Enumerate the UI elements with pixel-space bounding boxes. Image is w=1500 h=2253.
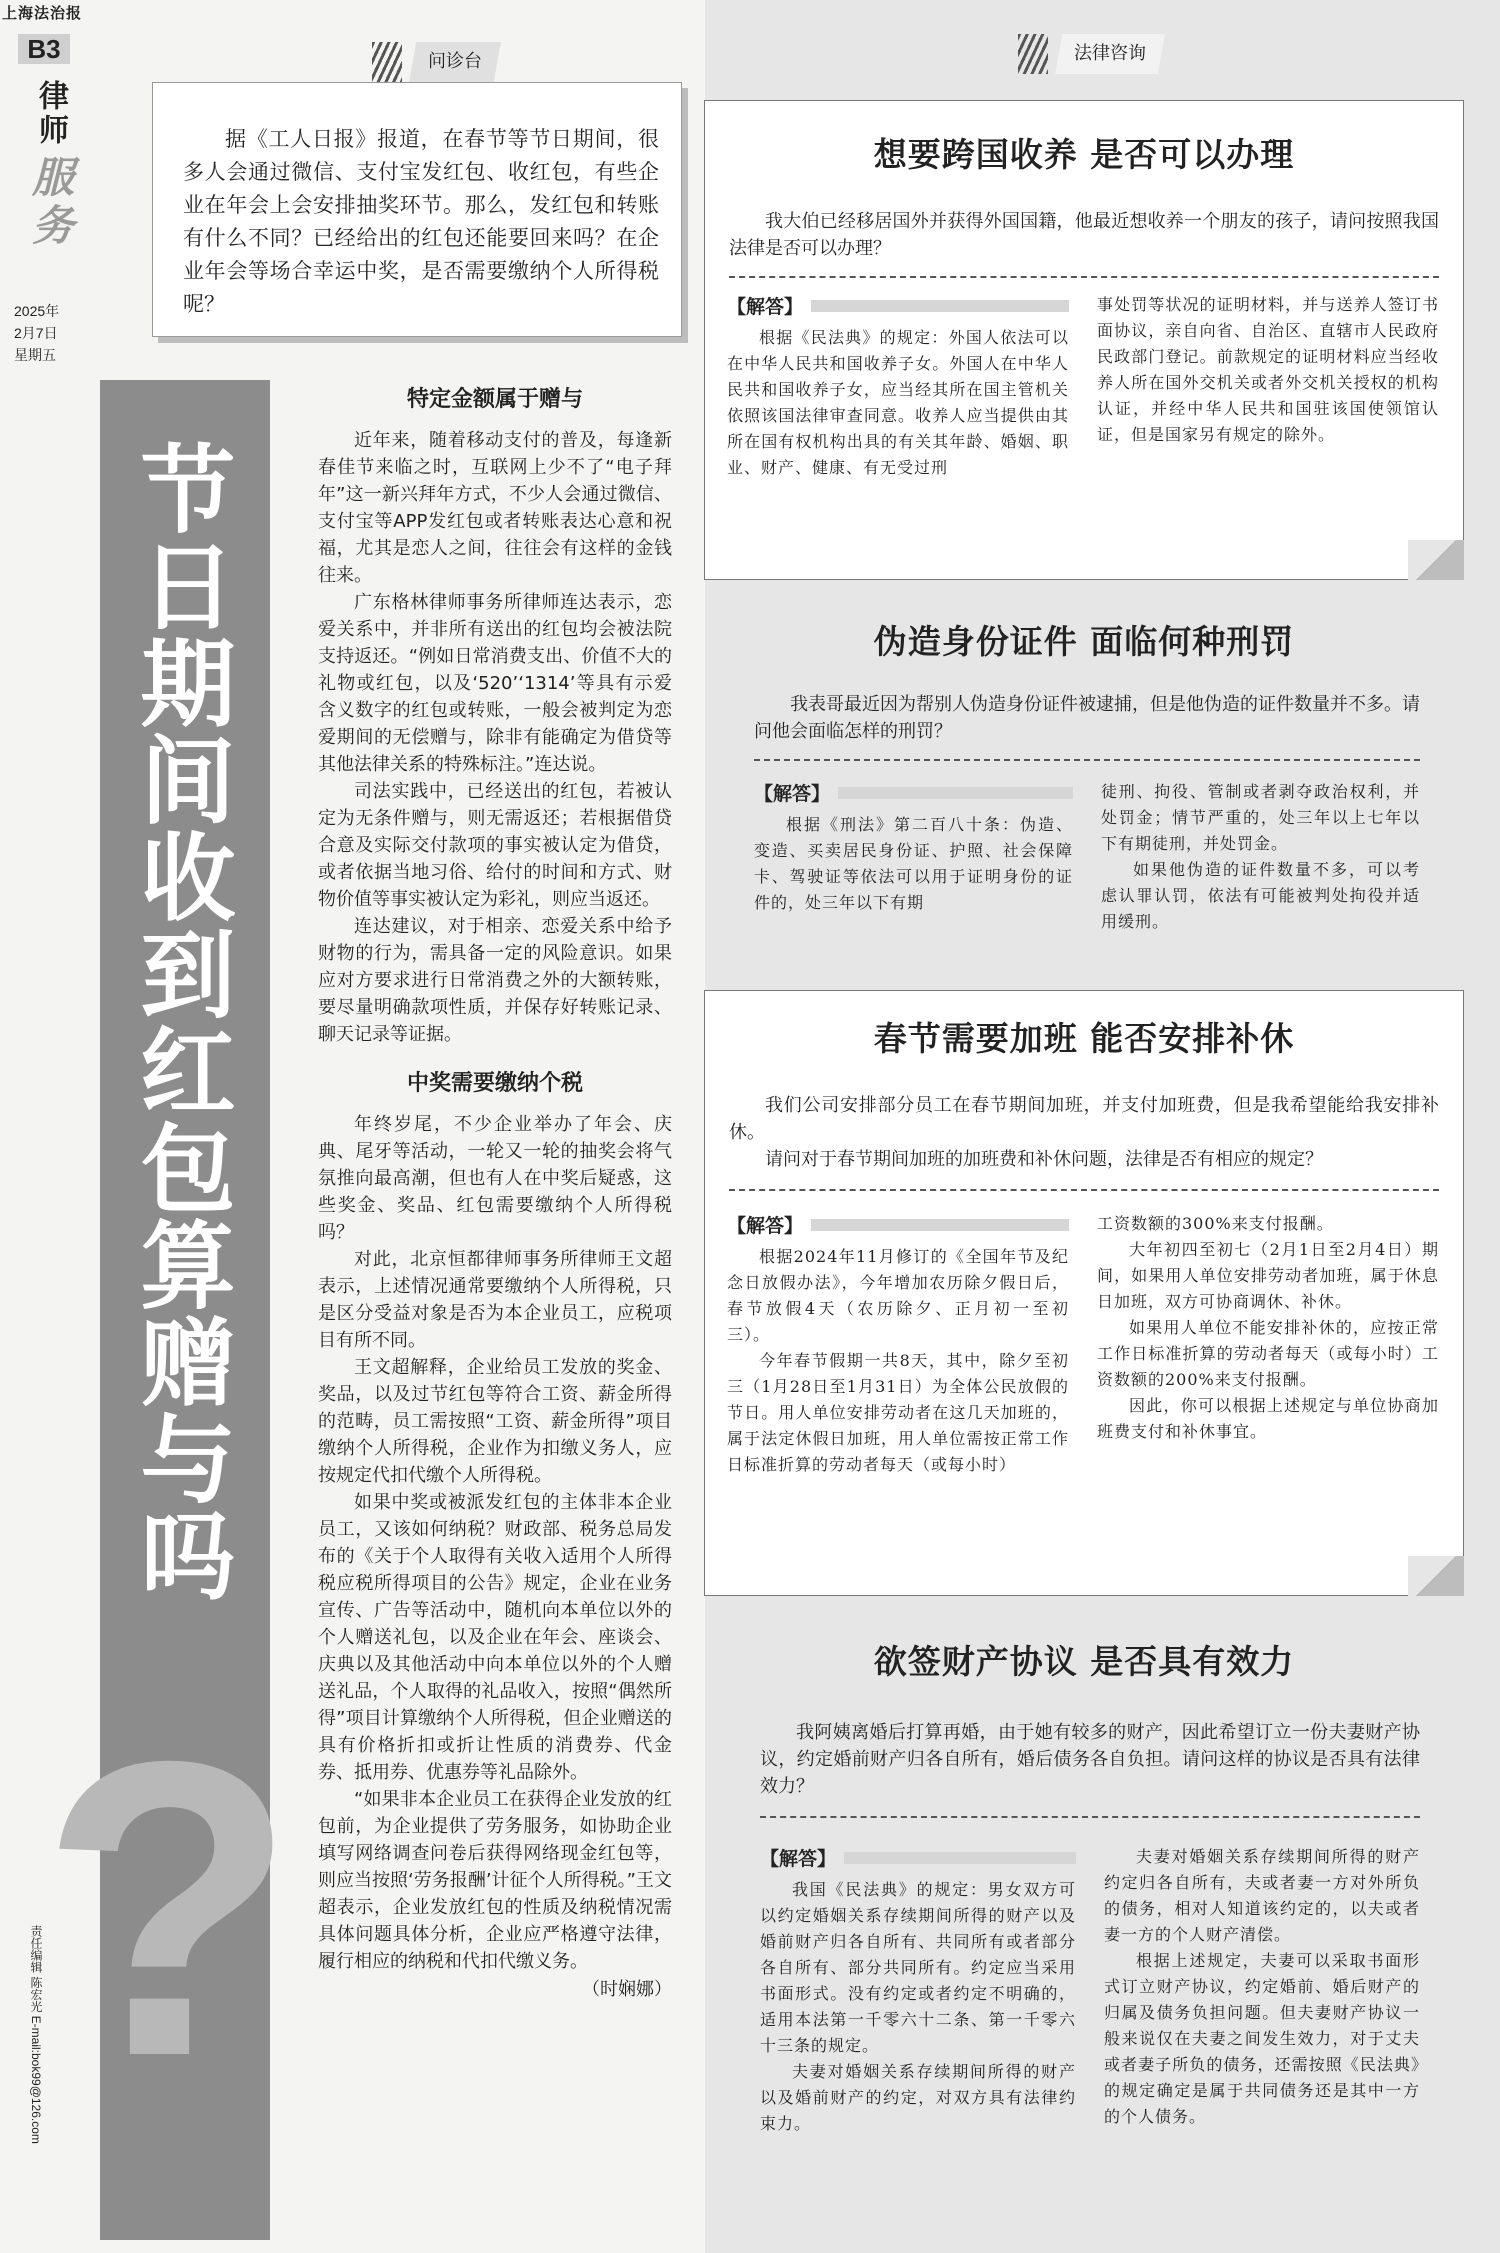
qa-question: 我表哥最近因为帮别人伪造身份证件被逮捕，但是他伪造的证件数量并不多。请问他会面临怎样的刑罚？ [754, 694, 1420, 742]
answer-paragraph: 夫妻对婚姻关系存续期间所得的财产以及婚前财产的约定，对双方具有法律约束力。 [760, 2062, 1076, 2133]
qa-card-forgery [704, 600, 1464, 960]
answer-label: 【解答】 [754, 783, 831, 805]
paragraph: 司法实践中，已经送出的红包，若被认定为无条件赠与，则无需返还；若根据借贷合意及实际交付款项的事实被认定为借贷，或者依据当地习俗、给付的时间和方式、财物价值等事实被认定为彩礼，则应当返还。 [318, 781, 672, 910]
answer-paragraph: 事处罚等状况的证明材料，并与送养人签订书面协议，亲自向省、自治区、直辖市人民政府民政部门登记。前款规定的证明材料应当经收养人所在国外交机关或者外交机关授权的机构认证，并经中华人民共和国驻该国使领馆认证，但是国家另有规定的除外。 [1097, 295, 1439, 444]
answer-text [727, 325, 1069, 481]
qa-question: 请问对于春节期间加班的加班费和补休问题，法律是否有相应的规定？ [765, 1149, 1323, 1170]
page-fold-decoration [1408, 540, 1464, 580]
paragraph: 连达建议，对于相亲、恋爱关系中给予财物的行为，需具备一定的风险意识。如果应对方要求进行日常消费之外的大额转账，要尽量明确款项性质，并保存好转账记录、聊天记录等证据。 [318, 916, 672, 1045]
tab-label-clinic: 问诊台 [402, 42, 508, 82]
tab-label-legal: 法律咨询 [1048, 34, 1172, 74]
qa-question: 我阿姨离婚后打算再婚，由于她有较多的财产，因此希望订立一份夫妻财产协议，约定婚前财产归各自所有，婚后债务各自负担。请问这样的协议是否具有法律效力？ [760, 1722, 1420, 1797]
qa-title: 想要跨国收养 是否可以办理 [873, 135, 1295, 174]
qa-answer [760, 1844, 1420, 2137]
right-tab [1018, 34, 1172, 74]
qa-answer [727, 292, 1439, 481]
main-headline: 节日期间收到红包算赠与吗 [125, 440, 235, 1604]
answer-bar [811, 300, 1069, 312]
page-number: B3 [18, 34, 70, 64]
dashed-divider [760, 1816, 1420, 1818]
answer-paragraph: 根据《刑法》第二百八十条：伪造、变造、买卖居民身份证、护照、社会保障卡、驾驶证等依法可以用于证明身份的证件的，处三年以下有期 [754, 815, 1073, 912]
dashed-divider [754, 759, 1420, 761]
page-fold-decoration [1408, 1556, 1464, 1596]
answer-text-col2 [1097, 1211, 1439, 1478]
section-heading-tax: 中奖需要缴纳个税 [406, 1071, 583, 1096]
column-subtitle: 服务 [26, 155, 75, 251]
weekday: 星期五 [14, 347, 56, 363]
byline: （时娴娜） [582, 1979, 672, 2000]
qa-question: 我大伯已经移居国外并获得外国国籍，他最近想收养一个朋友的孩子，请问按照我国法律是否可以办理？ [729, 211, 1439, 259]
question-mark-icon: ? [40, 1675, 297, 2144]
qa-title: 伪造身份证件 面临何种刑罚 [873, 622, 1295, 661]
qa-answer [754, 779, 1420, 935]
qa-card-property [704, 1620, 1464, 2240]
intro-box: 据《工人日报》报道，在春节等节日期间，很多人会通过微信、支付宝发红包、收红包，有些企业在年会上会安排抽奖环节。那么，发红包和转账有什么不同？已经给出的红包还能要回来吗？在企业年会等场合幸运中奖，是否需要缴纳个人所得税呢？ [152, 82, 682, 337]
qa-answer [727, 1211, 1439, 1478]
qa-title: 欲签财产协议 是否具有效力 [873, 1642, 1295, 1681]
answer-bar [838, 787, 1073, 799]
paragraph: 对此，北京恒都律师事务所律师王文超表示，上述情况通常要缴纳个人所得税，只是区分受益对象是否为本企业员工，应税项目有所不同。 [318, 1249, 672, 1351]
answer-label: 【解答】 [760, 1848, 837, 1870]
answer-bar [844, 1852, 1076, 1864]
answer-text [727, 1244, 1069, 1478]
dashed-divider [729, 1189, 1439, 1191]
paragraph: 年终岁尾，不少企业举办了年会、庆典、尾牙等活动，一轮又一轮的抽奖会将气氛推向最高潮，但也有人在中奖后疑惑，这些奖金、奖品、红包需要缴纳个人所得税吗？ [318, 1114, 672, 1243]
editor-credit: 责任编辑 陈宏光 E-mail:bok99@126.com [29, 1925, 43, 2144]
answer-paragraph: 大年初四至初七（2月1日至2月4日）期间，如果用人单位安排劳动者加班，属于休息日加班，双方可协商调休、补休。 [1097, 1240, 1439, 1311]
answer-bar [811, 1219, 1069, 1231]
answer-text [760, 1877, 1076, 2137]
answer-paragraph: 如果他伪造的证件数量不多，可以考虑认罪认罚，依法有可能被判处拘役并适用缓刑。 [1101, 860, 1420, 931]
paragraph: 如果中奖或被派发红包的主体非本企业员工，又该如何纳税？财政部、税务总局发布的《关于个人取得有关收入适用个人所得税应税所得项目的公告》规定，企业在业务宣传、广告等活动中，随机向本单位以外的个人赠送礼包，以及企业在年会、座谈会、庆典以及其他活动中向本单位以外的个人赠送礼品，个人取得的礼品收入，按照“偶然所得”项目计算缴纳个人所得税，但企业赠送的具有价格折扣或折让性质的消费券、代金券、抵用券、优惠券等礼品除外。 [318, 1492, 672, 1783]
date-year: 2025年 [14, 303, 60, 319]
tab-stripes-icon [372, 42, 402, 82]
newspaper-logo: 上海法治报 [2, 4, 83, 22]
answer-paragraph: 根据《民法典》的规定：外国人依法可以在中华人民共和国收养子女。外国人在中华人民共和国收养子女，应当经其所在国主管机关依照该国法律审查同意。收养人应当提供由其所在国有权机构出具的有关其年龄、婚姻、职业、财产、健康、有无受过刑 [727, 328, 1069, 477]
section-body-tax [318, 1111, 672, 1975]
left-article [318, 382, 672, 2001]
section-body-gift [318, 427, 672, 1048]
qa-question: 我们公司安排部分员工在春节期间加班，并支付加班费，但是我希望能给我安排补休。 [729, 1095, 1439, 1143]
answer-paragraph: 根据2024年11月修订的《全国年节及纪念日放假办法》，今年增加农历除夕假日后，春节放假4天（农历除夕、正月初一至初三）。 [727, 1247, 1069, 1344]
answer-paragraph: 工资数额的300%来支付报酬。 [1097, 1214, 1334, 1233]
section-heading-gift: 特定金额属于赠与 [406, 387, 583, 412]
paragraph: 王文超解释，企业给员工发放的奖金、奖品，以及过节红包等符合工资、薪金所得的范畴，员工需按照“工资、薪金所得”项目缴纳个人所得税，企业作为扣缴义务人，应按规定代扣代缴个人所得税。 [318, 1357, 672, 1486]
left-tab [372, 42, 508, 82]
answer-paragraph: 徒刑、拘役、管制或者剥夺政治权利，并处罚金；情节严重的，处三年以上七年以下有期徒刑，并处罚金。 [1101, 782, 1420, 853]
paragraph: 近年来，随着移动支付的普及，每逢新春佳节来临之时，互联网上少不了“电子拜年”这一新兴拜年方式，不少人会通过微信、支付宝等APP发红包或者转账表达心意和祝福，尤其是恋人之间，往往会有这样的金钱往来。 [318, 430, 672, 586]
answer-text-col2 [1104, 1844, 1420, 2137]
tab-stripes-icon [1018, 34, 1048, 74]
date-day: 2月7日 [14, 325, 58, 341]
issue-date [14, 300, 59, 366]
paragraph: “如果非本企业员工在获得企业发放的红包前，为企业提供了劳务服务，如协助企业填写网络调查问卷后获得网络现金红包等，则应当按照‘劳务报酬’计征个人所得税。”王文超表示，企业发放红包的性质及纳税情况需具体问题具体分析，企业应严格遵守法律，履行相应的纳税和代扣代缴义务。 [318, 1789, 672, 1972]
answer-text [754, 812, 1073, 916]
answer-text-col2 [1101, 779, 1420, 935]
answer-paragraph: 我国《民法典》的规定：男女双方可以约定婚姻关系存续期间所得的财产以及婚前财产归各自所有、共同所有或者部分各自所有、部分共同所有。约定应当采用书面形式。没有约定或者约定不明确的，适用本法第一千零六十二条、第一千零六十三条的规定。 [760, 1880, 1076, 2055]
answer-text-col2 [1097, 292, 1439, 481]
paragraph: 广东格林律师事务所律师连达表示，恋爱关系中，并非所有送出的红包均会被法院支持返还。“例如日常消费支出、价值不大的礼物或红包，以及‘520’‘1314’等具有示爱含义数字的红包或转账，一般会被判定为恋爱期间的无偿赠与，除非有能确定为借贷等其他法律关系的特殊标注。”连达说。 [318, 592, 672, 775]
qa-card-adoption [704, 100, 1464, 580]
qa-title: 春节需要加班 能否安排补休 [873, 1019, 1295, 1058]
column-title: 律师 [33, 80, 68, 148]
answer-paragraph: 今年春节假期一共8天，其中，除夕至初三（1月28日至1月31日）为全体公民放假的节日。用人单位安排劳动者在这几天加班的，属于法定休假日加班，用人单位需按正常工作日标准折算的劳动者每天（或每小时） [727, 1351, 1069, 1474]
answer-paragraph: 如果用人单位不能安排补休的，应按正常工作日标准折算的劳动者每天（或每小时）工资数额的200%来支付报酬。 [1097, 1318, 1439, 1389]
answer-paragraph: 根据上述规定，夫妻可以采取书面形式订立财产协议，约定婚前、婚后财产的归属及债务负担问题。但夫妻财产协议一般来说仅在夫妻之间发生效力，对于丈夫或者妻子所负的债务，还需按照《民法典》的规定确定是属于共同债务还是其中一方的个人债务。 [1104, 1951, 1420, 2126]
answer-label: 【解答】 [727, 1215, 804, 1237]
answer-paragraph: 夫妻对婚姻关系存续期间所得的财产约定归各自所有，夫或者妻一方对外所负的债务，相对人知道该约定的，以夫或者妻一方的个人财产清偿。 [1104, 1847, 1420, 1944]
answer-paragraph: 因此，你可以根据上述规定与单位协商加班费支付和补休事宜。 [1097, 1396, 1439, 1441]
qa-card-overtime [704, 990, 1464, 1596]
answer-label: 【解答】 [727, 296, 804, 318]
dashed-divider [729, 276, 1439, 278]
